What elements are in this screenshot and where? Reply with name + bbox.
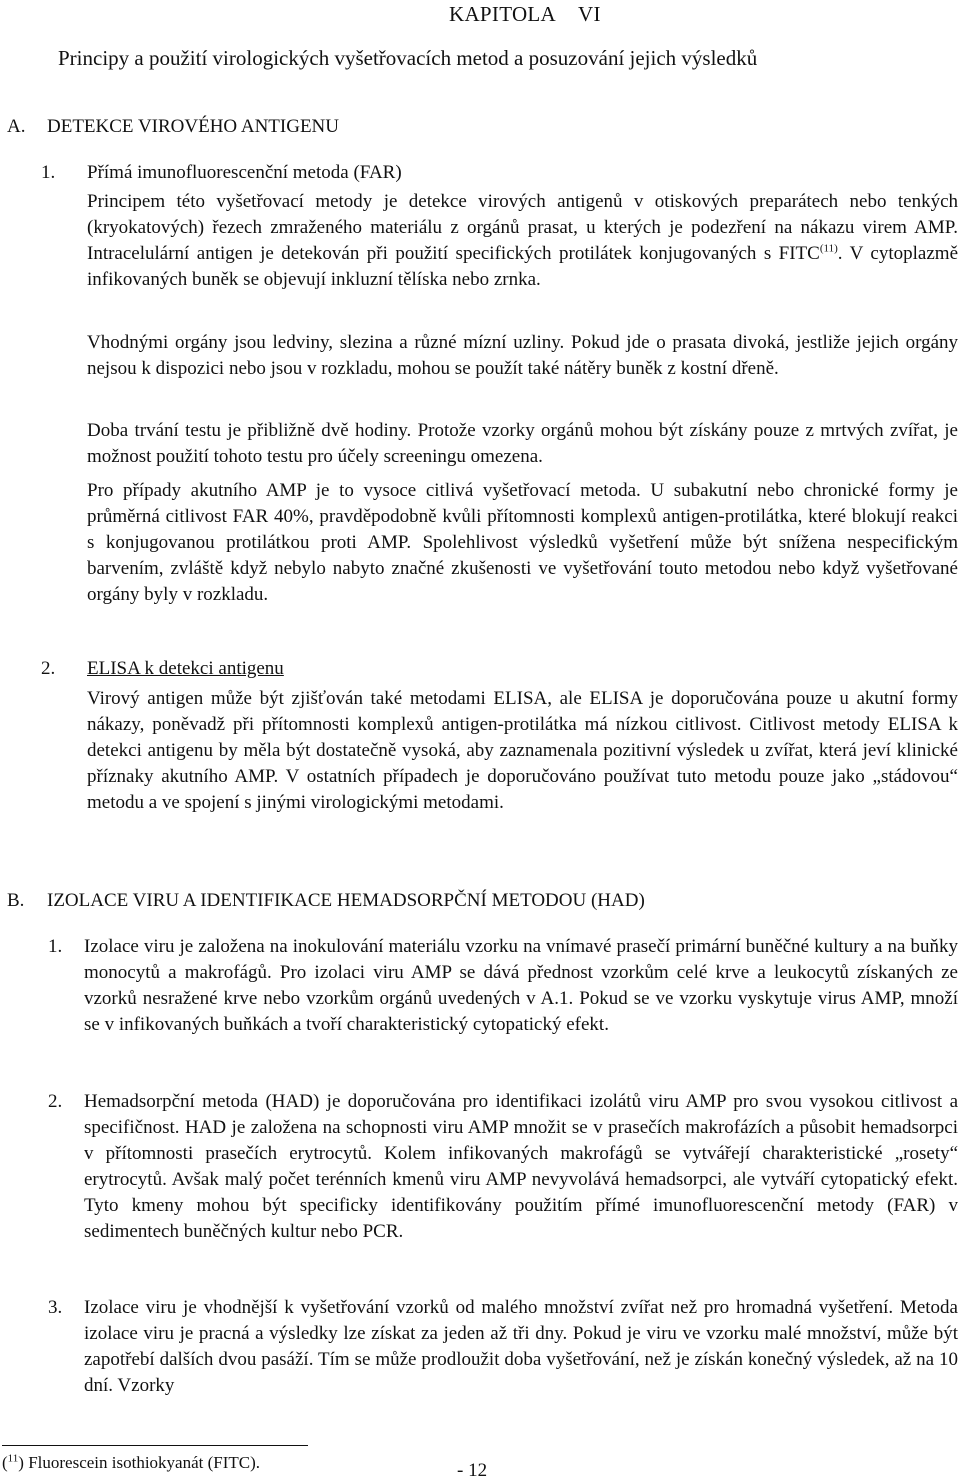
- item-a2-title: ELISA k detekci antigenu: [87, 658, 284, 679]
- paragraph-a1-text-end: . V cytoplazmě infikovaných buněk se objevují inkluzní tělíska nebo zrnka.: [87, 243, 958, 290]
- section-b-letter: B.: [7, 890, 25, 911]
- footnote-open-paren: (: [2, 1453, 8, 1472]
- paragraph-a1-organs: Vhodnými orgány jsou ledviny, slezina a různé mízní uzliny. Pokud jde o prasata divoká, jestliže jejich orgány nejsou k dispozici nebo jsou v rozkladu, mohou se použít také nátěry buněk z kostní dřeně.: [87, 332, 958, 379]
- item-a1-heading: [41, 159, 402, 186]
- footnote-text: Fluorescein isothiokyanát (FITC).: [23, 1453, 261, 1472]
- item-a1-number: 1.: [41, 162, 56, 183]
- item-a2-number: 2.: [41, 658, 56, 679]
- footnote-mark: 11: [7, 1452, 19, 1465]
- chapter-label: KAPITOLA: [449, 2, 557, 26]
- chapter-number: VI: [578, 2, 601, 26]
- paragraph-a1-sensitivity: Pro případy akutního AMP je to vysoce citlivá vyšetřovací metoda. U subakutní nebo chronické formy je průměrná citlivost FAR 40%, pravděpodobně kvůli přítomnosti komplexů antigen-protilátka, které blokují reakci s konjugovanou protilátkou proti AMP. Spolehlivost výsledků vyšetření může být snížena nespecifickým barvením, zvláště když nebylo nabyto značné zkušenosti ve vyšetřování touto metodou nebo když vyšetřované orgány byly v rozkladu.: [87, 480, 958, 605]
- paragraph-a1-text: Principem této vyšetřovací metody je detekce virových antigenů v otiskových preparátech nebo tenkých (kryokatových) řezech zmraženého materiálu z orgánů prasat, u kterých je podezření na nákazu virem AMP. Intracelulární antigen je detekován při použití specifických protilátek konjugovaných s FITC: [87, 191, 958, 264]
- footnote: [2, 1452, 260, 1474]
- section-a-title: DETEKCE VIROVÉHO ANTIGENU: [47, 116, 340, 137]
- paragraph-b1-isolation: Izolace viru je založena na inokulování materiálu vzorku na vnímavé prasečí primární buněčné kultury a na buňky monocytů a makrofágů. Pro izolaci viru AMP se dává přednost vzorkům celé krve a leukocytů získaných ze vzorků nesražené krve nebo vzorkům orgánů uvedených v A.1. Pokud se ve vzorku vyskytuje virus AMP, množí se v infikovaných buňkách a tvoří charakteristický cytopatický efekt.: [84, 936, 958, 1035]
- paragraph-a2-elisa: Virový antigen může být zjišťován také metodami ELISA, ale ELISA je doporučována pouze u akutní formy nákazy, poněvadž při přítomnosti komplexů antigen-protilátka má nízkou citlivost. Citlivost metody ELISA k detekci antigenu by měla být dostatečně vysoká, aby zaznamenala pozitivní výsledek u zvířat, která jeví klinické příznaky akutního AMP. V ostatních případech je doporučováno používat tuto metodu pouze jako „stádovou“ metodu a ve spojení s jinými virologickými metodami.: [87, 688, 958, 813]
- paragraph-a1-principle: [87, 189, 958, 293]
- section-a-letter: A.: [7, 116, 26, 137]
- item-b3-number: 3.: [48, 1297, 63, 1318]
- item-a2-heading: [41, 655, 284, 682]
- footnote-separator: [2, 1445, 308, 1446]
- section-a-heading: [7, 113, 339, 140]
- item-b1-number: 1.: [48, 936, 63, 957]
- section-b-heading: [7, 887, 645, 914]
- footnote-reference: (11): [819, 242, 838, 255]
- page-number: - 12: [457, 1460, 488, 1481]
- item-b2-number: 2.: [48, 1091, 63, 1112]
- item-a1-title: Přímá imunofluorescenční metoda (FAR): [87, 162, 402, 183]
- footnote-close-paren: ): [18, 1453, 24, 1472]
- chapter-heading: [449, 0, 601, 28]
- document-title: Principy a použití virologických vyšetřovacích metod a posuzování jejich výsledků: [58, 46, 758, 70]
- paragraph-b3-isolation: Izolace viru je vhodnější k vyšetřování vzorků od malého množství zvířat než pro hromadná vyšetření. Metoda izolace viru je pracná a výsledky lze získat za jeden až tři dny. Pokud je viru ve vzorku malé množství, může být zapotřebí dalších dvou pasáží. Tím se může prodloužit doba vyšetřování, než je získán konečný výsledek, až na 10 dní. Vzorky: [84, 1297, 958, 1396]
- paragraph-b2-had: Hemadsorpční metoda (HAD) je doporučována pro identifikaci izolátů viru AMP pro svou vysokou citlivost a specifičnost. HAD je založena na schopnosti viru AMP množit se v prasečích makrofázích a působit hemadsorpci v přítomnosti prasečích erytrocytů. Kolem infikovaných makrofágů se vytvářejí charakteristické „rosety“ erytrocytů. Avšak malý počet terénních kmenů viru AMP nevyvolává hemadsorpci, ale vytváří cytopatický efekt. Tyto kmeny mohou být specificky identifikovány použitím přímé imunofluorescenční metody (FAR) v sedimentech buněčných kultur nebo PCR.: [84, 1091, 958, 1242]
- section-b-title: IZOLACE VIRU A IDENTIFIKACE HEMADSORPČNÍ METODOU (HAD): [47, 890, 645, 911]
- paragraph-a1-duration: Doba trvání testu je přibližně dvě hodiny. Protože vzorky orgánů mohou být získány pouze z mrtvých zvířat, je možnost použití tohoto testu pro účely screeningu omezena.: [87, 420, 958, 467]
